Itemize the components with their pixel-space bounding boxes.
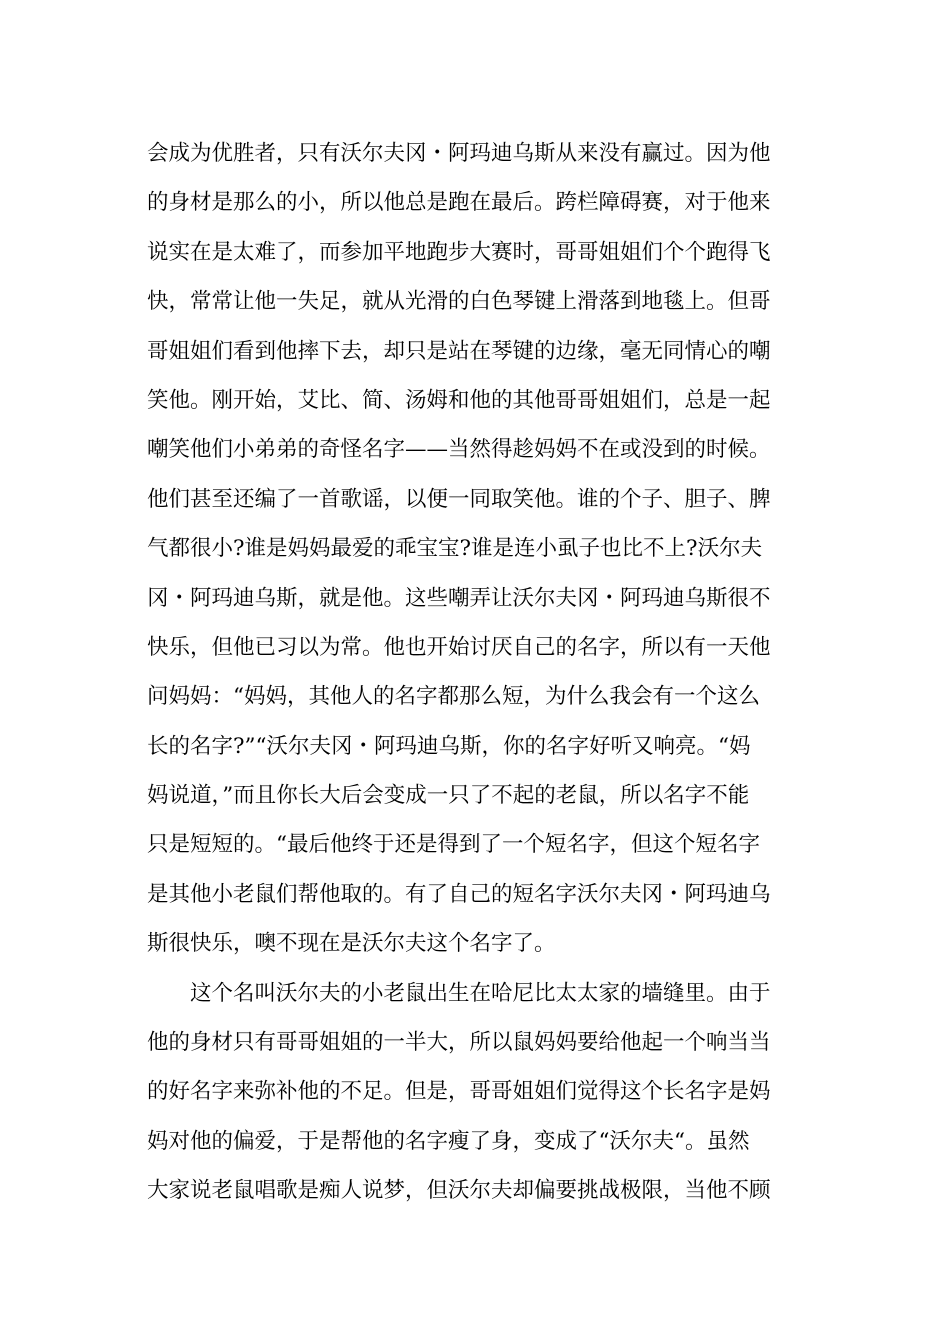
text-line: 只是短短的。“最后他终于还是得到了一个短名字，但这个短名字 [147,832,760,858]
text-line: 冈・阿玛迪乌斯，就是他。这些嘲弄让沃尔夫冈・阿玛迪乌斯很不 [147,585,771,611]
text-line: 他们甚至还编了一首歌谣，以便一同取笑他。谁的个子、胆子、脾 [147,486,771,512]
text-line: 哥姐姐们看到他摔下去，却只是站在琴键的边缘，毫无同情心的嘲 [147,338,771,364]
text-line: 问妈妈：“妈妈，其他人的名字都那么短，为什么我会有一个这么 [147,684,760,710]
text-line: 他的身材只有哥哥姐姐的一半大，所以鼠妈妈要给他起一个响当当 [147,1030,771,1056]
text-line: 的身材是那么的小，所以他总是跑在最后。跨栏障碍赛，对于他来 [147,190,771,216]
text-line: 妈对他的偏爱，于是帮他的名字瘦了身，变成了“沃尔夫“。虽然 [147,1128,750,1154]
document-body [147,129,817,1216]
text-line: 大家说老鼠唱歌是痴人说梦，但沃尔夫却偏要挑战极限，当他不顾 [147,1178,771,1204]
text-line: 快乐，但他已习以为常。他也开始讨厌自己的名字，所以有一天他 [147,634,771,660]
text-line: 说实在是太难了，而参加平地跑步大赛时，哥哥姐姐们个个跑得飞 [147,239,771,265]
text-line: 笑他。刚开始，艾比、简、汤姆和他的其他哥哥姐姐们，总是一起 [147,387,771,413]
text-line: 嘲笑他们小弟弟的奇怪名字——当然得趁妈妈不在或没到的时候。 [147,437,771,463]
text-line: 气都很小?谁是妈妈最爱的乖宝宝?谁是连小虱子也比不上?沃尔夫 [147,536,763,562]
text-line: 这个名叫沃尔夫的小老鼠出生在哈尼比太太家的墙缝里。由于 [190,980,771,1006]
paragraph-2 [147,969,817,1216]
text-line: 妈说道，”而且你长大后会变成一只了不起的老鼠，所以名字不能 [147,783,750,809]
text-line: 快，常常让他一失足，就从光滑的白色琴键上滑落到地毯上。但哥 [147,289,771,315]
text-line: 斯很快乐，噢不现在是沃尔夫这个名字了。 [147,931,556,957]
text-line: 的好名字来弥补他的不足。但是，哥哥姐姐们觉得这个长名字是妈 [147,1079,771,1105]
text-line: 会成为优胜者，只有沃尔夫冈・阿玛迪乌斯从来没有赢过。因为他 [147,141,771,166]
text-line: 长的名字?”“沃尔夫冈・阿玛迪乌斯，你的名字好听又响亮。“妈 [147,733,751,759]
text-line: 是其他小老鼠们帮他取的。有了自己的短名字沃尔夫冈・阿玛迪乌 [147,881,771,907]
paragraph-1 [147,129,817,969]
